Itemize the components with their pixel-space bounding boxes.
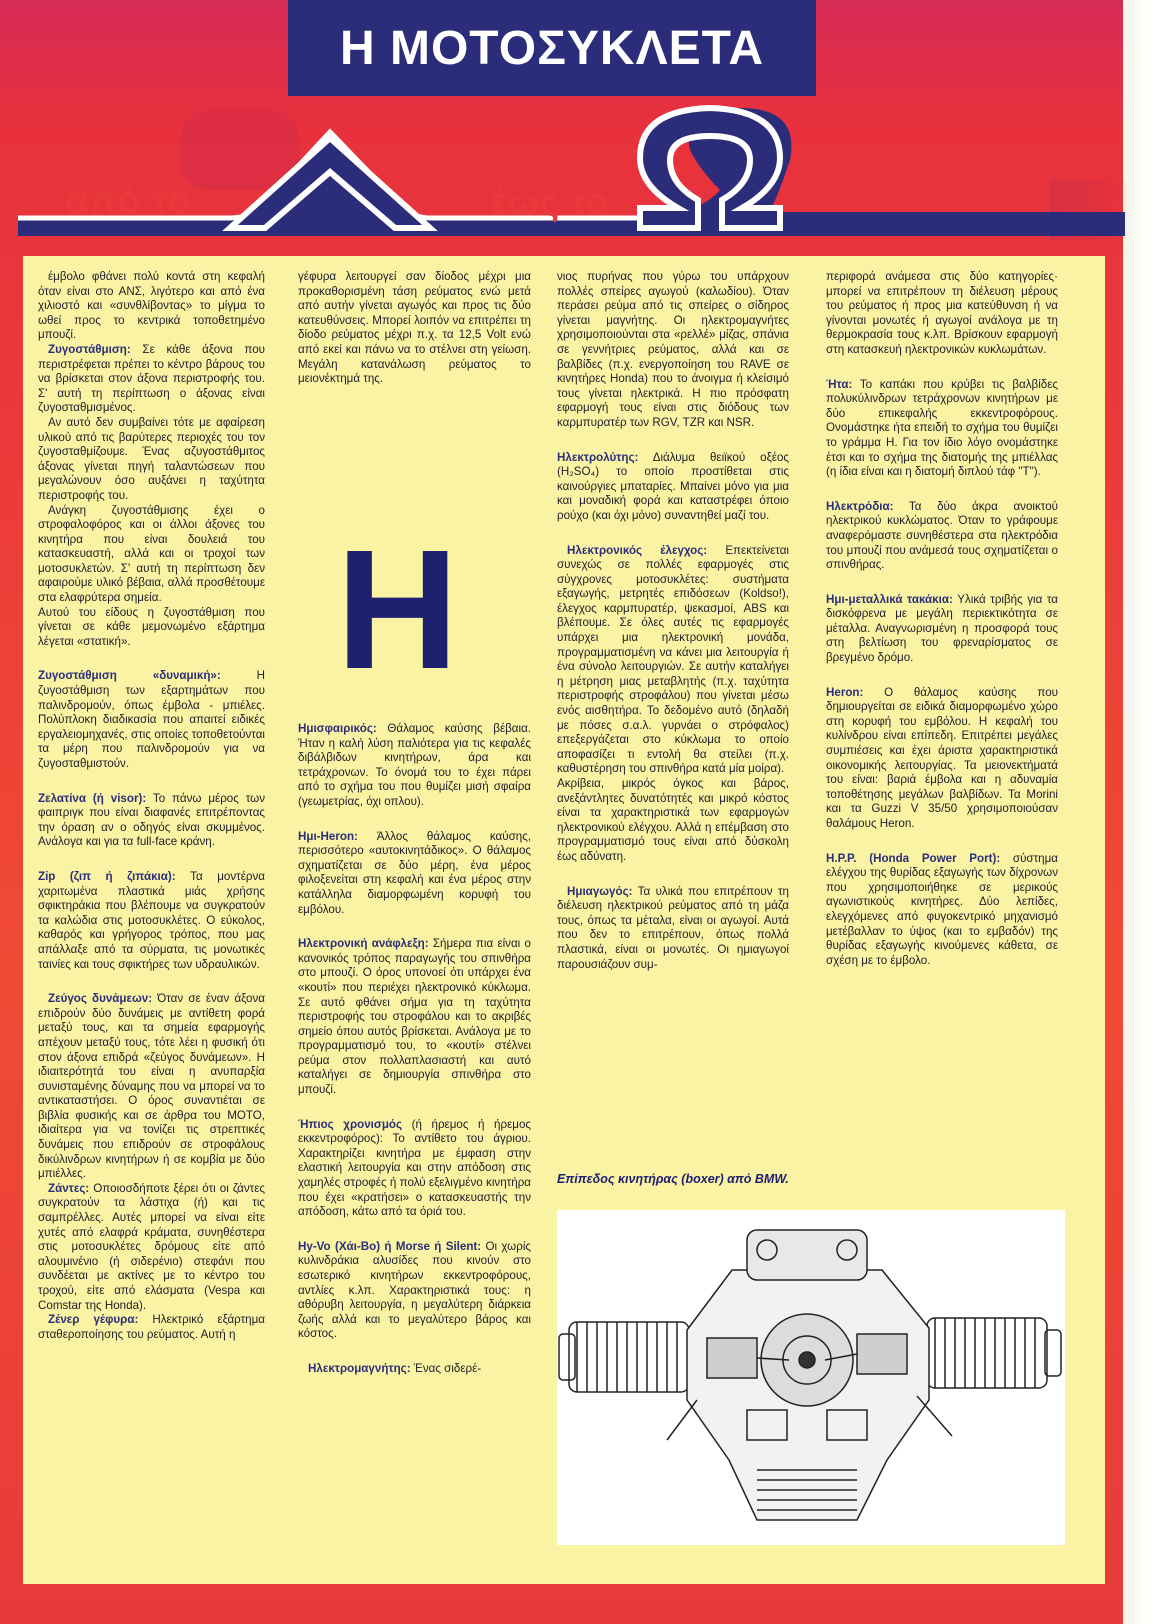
article-paragraph <box>38 416 265 504</box>
glossary-term: Ζυγοστάθμιση: <box>48 342 131 356</box>
article-paragraph <box>298 270 531 387</box>
glossary-definition: Τα μοντέρνα χαριτωμένα πλαστικά μιάς χρήσης σφικτηράκια που βλέπουμε να συγκρατούν τα καλώδια στις μοτοσυκλέτες. Ο εύκολος, καθαρός και γρήγορος τρόπος, που μας απάλλαξε από τα σύρματα, τις μονωτικές ταινίες και τους σφικτήρες των υδραυλικών. <box>38 869 265 971</box>
glossary-definition: Αν αυτό δεν συμβαίνει τότε με αφαίρεση υλικού από τις βαρύτερες περιοχές του τον ζυγοσταθμίζουμε. Ένας αζυγοστάθμιτος άξονας γίνεται πηγή ταλαντώσεων που μεγαλώνουν όσο αυξάνει η ταχύτητα περιστροφής του. <box>38 415 265 502</box>
glossary-definition: Η ζυγοστάθμιση των εξαρτημάτων που παλινδρομούν, όπως έμβολα - μπιέλες. Πολύπλοκη διαδικασία που απαιτεί ειδικές εργαλειομηχανές, στις οποίες τοποθετούνται τα μέρη που παλινδρομούν για να ζυγοσταθμιστούν. <box>38 669 265 770</box>
glossary-definition: Οποιοσδήποτε ξέρει ότι οι ζάντες συγκρατούν τα λάστιχα (ή) και τις σαμπρέλλες. Αυτές μπορεί να είναι είτε χυτές από ελαφρά κράματα, συνηθέστερα στις μοτοσυκλέτες δρόμους είτε από αλουμινένιο (ή σιδερένιο) στεφάνι που συνδέεται με ακτίνες με το κέντρο του τροχού, είτε από ελάσματα (Vespa και Comstar της Honda). <box>38 1181 265 1312</box>
glossary-term: H.P.P. (Honda Power Port): <box>826 851 1001 865</box>
article-paragraph <box>557 544 789 778</box>
glossary-definition: Το πάνω μέρος των φαιπριγκ που είναι διαφανές επιτρέποντας την όραση αν ο οδηγός είναι σκυμμένος. Ανάλογα και για τα full-face κράνη. <box>38 791 265 849</box>
section-letter: Η <box>336 515 459 705</box>
glossary-term: Ηλεκτρονικός έλεγχος: <box>567 543 708 557</box>
glossary-definition: Ένας σιδερέ- <box>410 1361 482 1375</box>
glossary-definition: Σε κάθε άξονα που περιστρέφεται πρέπει το κέντρο βάρους του να βρίσκεται στον άξονα περιστροφής του. Σ' αυτή τη περίπτωση ο άξονας είναι ζυγοσταθμισμένος. <box>38 342 265 415</box>
article-paragraph <box>38 792 265 850</box>
glossary-definition: Ακρίβεια, μικρός όγκος και βάρος, ανεξάντλητες δυνατότητές και μικρό κόστος είναι τα χαρακτηριστικά των εφαρμογών ηλεκτρονικού ελέγχου. Αλλά η επέμβαση στο προγραμματισμό τους είναι από δύσκολη έως αδύνατη. <box>557 777 789 863</box>
glossary-definition: Άλλος θάλαμος καύσης, περισσότερο «αυτοκινητάδικος». Ο θάλαμος σχηματίζεται σε δύο μέρη, ένα μέρος φιλοξενείται στη κεφαλή και ένα μέρος στην κατάλληλα διαμορφωμένη κορυφή του εμβόλου. <box>298 829 531 916</box>
figure-caption: Επίπεδος κινητήρας (boxer) από BMW. <box>557 1172 789 1186</box>
glossary-term: Ζένερ γέφυρα: <box>48 1313 139 1327</box>
right-cylinder <box>927 1318 1061 1388</box>
boxer-engine-drawing <box>557 1210 1065 1545</box>
article-paragraph <box>38 870 265 972</box>
glossary-term: Ζάντες: <box>48 1181 90 1195</box>
article-paragraph <box>38 343 265 416</box>
article-paragraph <box>557 777 789 865</box>
glossary-definition: γέφυρα λειτουργεί σαν δίοδος μέχρι μια προκαθορισμένη τάση ρεύματος ενώ μετά από αυτήν γίνεται αγωγός και προς τις δύο κατευθύνσεις. Μπορεί λοιπόν να επιτρέπει τη δίοδο ρεύματος μέχρι π.χ. τα 12,5 Volt ενώ από εκεί και πάνω να το στέλνει στη γείωση. Μεγάλη κατανάλωση ρεύματος το μειονέκτημά της. <box>298 270 531 386</box>
glossary-term: Ημιαγωγός: <box>567 884 633 898</box>
glossary-term: Ήτα: <box>826 377 853 391</box>
glossary-definition: Ηλεκτρικό εξάρτημα σταθεροποίησης του ρεύματος. Αυτή η <box>38 1313 265 1341</box>
glossary-definition: νιος πυρήνας που γύρω του υπάρχουν πολλές σπείρες αγωγού (καλωδίου). Όταν περάσει ρεύμα από τις σπείρες ο σίδηρος γίνεται μαγνήτης. Οι ηλεκτρομαγνήτες χρησιμοποιούνται στα «ρελλέ» μίζας, σπάνια σε γεννήτριες ρεύματος, αλλά και σε βαλβίδες (π.χ. ενεργοποίηση του RAVE σε κινητήρες Honda) που το άνοιγμα ή κλείσιμό τους γίνεται ηλεκτρικά. Η πιο πρόσφατη εφαρμογή τους είναι στις διόδους των καρμπυρατέρ των RGV, TZR και NSR. <box>557 270 789 429</box>
glossary-definition: Τα δύο άκρα ανοικτού ηλεκτρικού κυκλώματος. Όταν το γράφουμε αναφερόμαστε συνηθέστερα στα ηλεκτρόδια του μπουζί που ανάμεσά τους σχηματίζεται ο σπινθήρας. <box>826 499 1058 572</box>
glossary-term: Ηλεκτρόδια: <box>826 499 894 513</box>
glossary-definition: περιφορά ανάμεσα στις δύο κατηγορίες· μπορεί να επιτρέπουν τη διέλευση μέρους του ρεύματος ή προς μια κατεύθυνση ή να γίνονται μονωτές ή αγωγοί ανάλογα με τη θερμοκρασία τους κ.λπ. Βρίσκουν εφαρμογή στη κατασκευή ηλεκτρονικών κυκλωμάτων. <box>826 270 1058 356</box>
left-cylinder <box>559 1322 689 1392</box>
glossary-definition: (ή ήρεμος ή ήρεμος εκκεντροφόρος): Το αντίθετο του άγριου. Χαρακτηρίζει κινητήρα με έμφαση στην ελαστική λειτουργία και στην απόδοση στις χαμηλές στροφές ή πολύ εξελιγμένο κινητήρα που έχει «κρατήσει» ο κατασκευαστής την απόδοση, κάτω από τα όριά του. <box>298 1117 531 1219</box>
article-column-4 <box>826 270 1058 988</box>
article-paragraph <box>298 722 531 810</box>
glossary-term: Ζυγοστάθμιση «δυναμική»: <box>38 669 221 683</box>
article-paragraph <box>826 378 1058 480</box>
glossary-term: Ημι-μεταλλικά τακάκια: <box>826 592 953 606</box>
article-paragraph <box>298 1118 531 1220</box>
glossary-definition: Οι χωρίς κυλινδράκια αλυσίδες που κινούν στο εσωτερικό κινητήρων εκκεντροφόρους, αντλίες κ.λπ. Χαρακτηριστικά τους: η αθόρυβη λειτουργία, η μεγαλύτερη διάρκεια ζωής αλλά και το μεγαλύτερο βάρος και κόστος. <box>298 1239 531 1341</box>
article-paragraph <box>557 270 789 431</box>
glossary-term: Ηλεκτρονική ανάφλεξη: <box>298 937 429 951</box>
article-paragraph <box>38 504 265 606</box>
article-paragraph <box>38 1313 265 1342</box>
article-paragraph <box>826 686 1058 832</box>
glossary-definition: Ο θάλαμος καύσης που δημιουργείται σε ειδικά διαμορφωμένο χώρο στη κορυφή του εμβόλου. Η κεφαλή του κυλίνδρου είναι επίπεδη. Επιτρέπει μεγάλες συμπιέσεις και έχει άριστα χαρακτηριστικά οικονομικής λειτουργίας. Τα μειονεκτήματά του είναι: βαριά έμβολα και η αδυναμία τοποθέτησης μεγάλων βαλβίδων. Τα Morini και τα Guzzi V 35/50 χρησιμοποιούσαν θαλάμους Heron. <box>826 685 1058 830</box>
glossary-term: Heron: <box>826 685 864 699</box>
glossary-definition: Όταν σε έναν άξονα επιδρούν δύο δυνάμεις με αντίθετη φορά μεταξύ τους, και τα σημεία εφαρμογής απέχουν μεταξύ τους, τότε λέει η φυσική ότι στον άξονα επιδρά «ζεύγος δυνάμεων». Η ιδιαιτερότητά του είναι η ανυπαρξία συνισταμένης δύναμης που να μπορεί να το αντικαταστήσει. Ο όρος συναντιέται σε βιβλία φυσικής και σε άρθρα του ΜΟΤΟ, ιδιαίτερα για να τονίζει τις στρεπτικές δυνάμεις που επιδρούν σε στροφάλους δικύλινδρων κινητήρων ή σε κομβία με δύο μπιέλλες. <box>38 992 265 1181</box>
article-paragraph <box>826 593 1058 666</box>
glossary-term: Ηλεκτρολύτης: <box>557 450 639 464</box>
to-label: έως το <box>490 182 609 224</box>
glossary-definition: Σήμερα πια είναι ο κανονικός τρόπος παραγωγής του σπινθήρα στο μπουζί. Ο όρος υπονοεί ότι υπάρχει ένα «κουτί» που περιέχει ηλεκτρονικό κύκλωμα. Σε αυτό φθάνει σήμα για τη ταχύτητα περιστροφής του στροφάλου και το ακριβές σημείο όπου αυτός βρίσκεται. Ανάλογα με το προγραμματισμό του, το «κουτί» στέλνει ρεύμα στον πολλαπλασιαστή και αυτό καταλήγει σε δημιουργία σπινθήρα στο μπουζί. <box>298 937 531 1097</box>
glossary-term: Ημισφαιρικός: <box>298 722 377 735</box>
glossary-definition: Αυτού του είδους η ζυγοστάθμιση που γίνεται σε κάθε μεμονωμένο εξάρτημα λέγεται «στατική». <box>38 605 265 648</box>
glossary-term: Hy-Vo (Χάι-Βο) ή Morse ή Silent: <box>298 1239 482 1253</box>
article-paragraph <box>557 885 789 973</box>
article-column-2-lower <box>298 722 531 1377</box>
glossary-term: Ημι-Heron: <box>298 829 358 843</box>
article-paragraph <box>557 451 789 524</box>
page-title: Η ΜΟΤΟΣΥΚΛΕΤΑ <box>339 21 765 75</box>
article-column-1 <box>38 270 265 1342</box>
engine-illustration <box>557 1210 1065 1545</box>
glossary-term: Ήπιος χρονισμός <box>298 1117 403 1131</box>
article-paragraph <box>38 669 265 771</box>
glossary-definition: Θάλαμος καύσης βέβαια. Ήταν η καλή λύση παλιότερα για τις κεφαλές διβάλβιδων κινητήρων, άρα και τετράχρονων. Το όνομά του το έχει πάρει από το σχήμα του που θυμίζει μισή σφαίρα (γεωμετρίας, όχι οπλου). <box>298 722 531 808</box>
title-banner <box>288 0 816 96</box>
article-paragraph <box>826 500 1058 573</box>
glossary-definition: Υλικά τριβής για τα δισκόφρενα με μεγάλη περιεκτικότητα σε μέταλλα. Αναγνωρισμένη η προσφορά τους στη βελτίωση του φρεναρίσματος σε βρεγμένο δρόμο. <box>826 592 1058 665</box>
glossary-definition: Διάλυμα θειϊκού οξέος (H₂SO₄) το οποίο προστίθεται στις καινούργιες μπαταρίες. Μπαίνει μόνο για μια και μοναδική φορά και καταστρέφει όποιο ρούχο (και όχι μόνο) συναντηθεί μαζί του. <box>557 450 789 522</box>
from-label: από το <box>65 180 191 222</box>
article-paragraph <box>38 270 265 343</box>
article-paragraph <box>298 937 531 1098</box>
glossary-term: Ηλεκτρομαγνήτης: <box>308 1361 411 1375</box>
glossary-term: Ζελατίνα (ή visor): <box>38 791 147 805</box>
glossary-term: Ζεύγος δυνάμεων: <box>48 992 153 1006</box>
glossary-definition: Επεκτείνεται συνεχώς σε πολλές εφαρμογές στις σύγχρονες μοτοσυκλέτες: συστήματα εξαγωγής, μετρητές επιδόσεων (Koldso!), έλεγχος καρμπυρατέρ, ψεκασμοί, ABS και βλέπουμε. Σε όλες αυτές τις εφαρμογές υπάρχει μια ηλεκτρονική μονάδα, προγραμματισμένη να κάνει μια λειτουργία ή ένα σύνολο λειτουργιών. Σε αυτήν καταλήγει η μέτρηση μιας μεταβλητής (π.χ. ταχύτητα περιστροφής στροφάλου) που γίνεται μέσω ενός αισθητήρα. Το δεδομένο αυτό (δηλαδή με πόσες σ.α.λ. γυρνάει ο στρόφαλος) επεξεργάζεται στο κύκλωμα το οποίο αποφασίζει τι εντολή θα στείλει (π.χ. καθυστέρηση του σπινθήρα κατά μία μοίρα). <box>557 543 789 776</box>
article-paragraph <box>826 852 1058 969</box>
glossary-definition: Ανάγκη ζυγοστάθμισης έχει ο στροφαλοφόρος και οι άλλοι άξονες του κινητήρα που είναι δουλειά του κατασκευαστή, αλλά και οι τροχοί των μοτοσυκλετών. Σ' αυτή τη περίπτωση δεν αφαιρούμε υλικό βέβαια, αλλά προσθέτουμε στα ελαφρύτερα σημεία. <box>38 503 265 605</box>
article-column-3 <box>557 270 789 972</box>
article-paragraph <box>298 830 531 918</box>
article-paragraph <box>38 606 265 650</box>
article-paragraph <box>826 270 1058 358</box>
article-paragraph <box>38 1182 265 1313</box>
glossary-definition: έμβολο φθάνει πολύ κοντά στη κεφαλή όταν είναι στο ΑΝΣ, λιγότερο και από ένα χιλιοστό και «συνθλίβοντας» το μίγμα το ωθεί προς το κεντρικά τοποθετημένο μπουζί. <box>38 270 265 342</box>
glossary-term: Zip (ζιπ ή ζιπάκια): <box>38 869 176 883</box>
article-paragraph <box>298 1240 531 1342</box>
article-paragraph <box>298 1362 531 1377</box>
glossary-definition: σύστημα ελέγχου της θυρίδας εξαγωγής των δίχρονων που χρησιμοποιήθηκε σε μερικούς αγωνιστικούς κινητήρες. Δύο λεπίδες, ελεγχόμενες από φυγοκεντρικό μηχανισμό μετέβαλλαν το ύψος (και το εμβαδόν) της θυρίδας εξαγωγής κινούμενες κάθετα, σε σχέση με το έμβολο. <box>826 851 1058 967</box>
article-paragraph <box>38 992 265 1182</box>
article-column-2 <box>298 270 531 407</box>
glossary-definition: Το καπάκι που κρύβει τις βαλβίδες πολυκύλινδρων τετράχρονων κινητήρων με δύο επικεφαλής εκκεντροφόρους. Ονομάστηκε ήτα επειδή το σχήμα του θυμίζει το γράμμα Η. Για τον ίδιο λόγο ονομάστηκε έτσι και το σχήμα της διατομής της μπιέλλας (η ίδια είναι και η διατομή διπλού τάφ "Τ"). <box>826 377 1058 479</box>
glossary-definition: Τα υλικά που επιτρέπουν τη διέλευση ηλεκτρικού ρεύματος από τη μάζα τους, όπως τα μέταλα, είναι οι αγωγοί. Αυτά που δεν το επιτρέπουν, όπως πολλά πλαστικά, είναι οι μονωτές. Οι ημιαγωγοί παρουσιάζουν συμ- <box>557 884 789 971</box>
